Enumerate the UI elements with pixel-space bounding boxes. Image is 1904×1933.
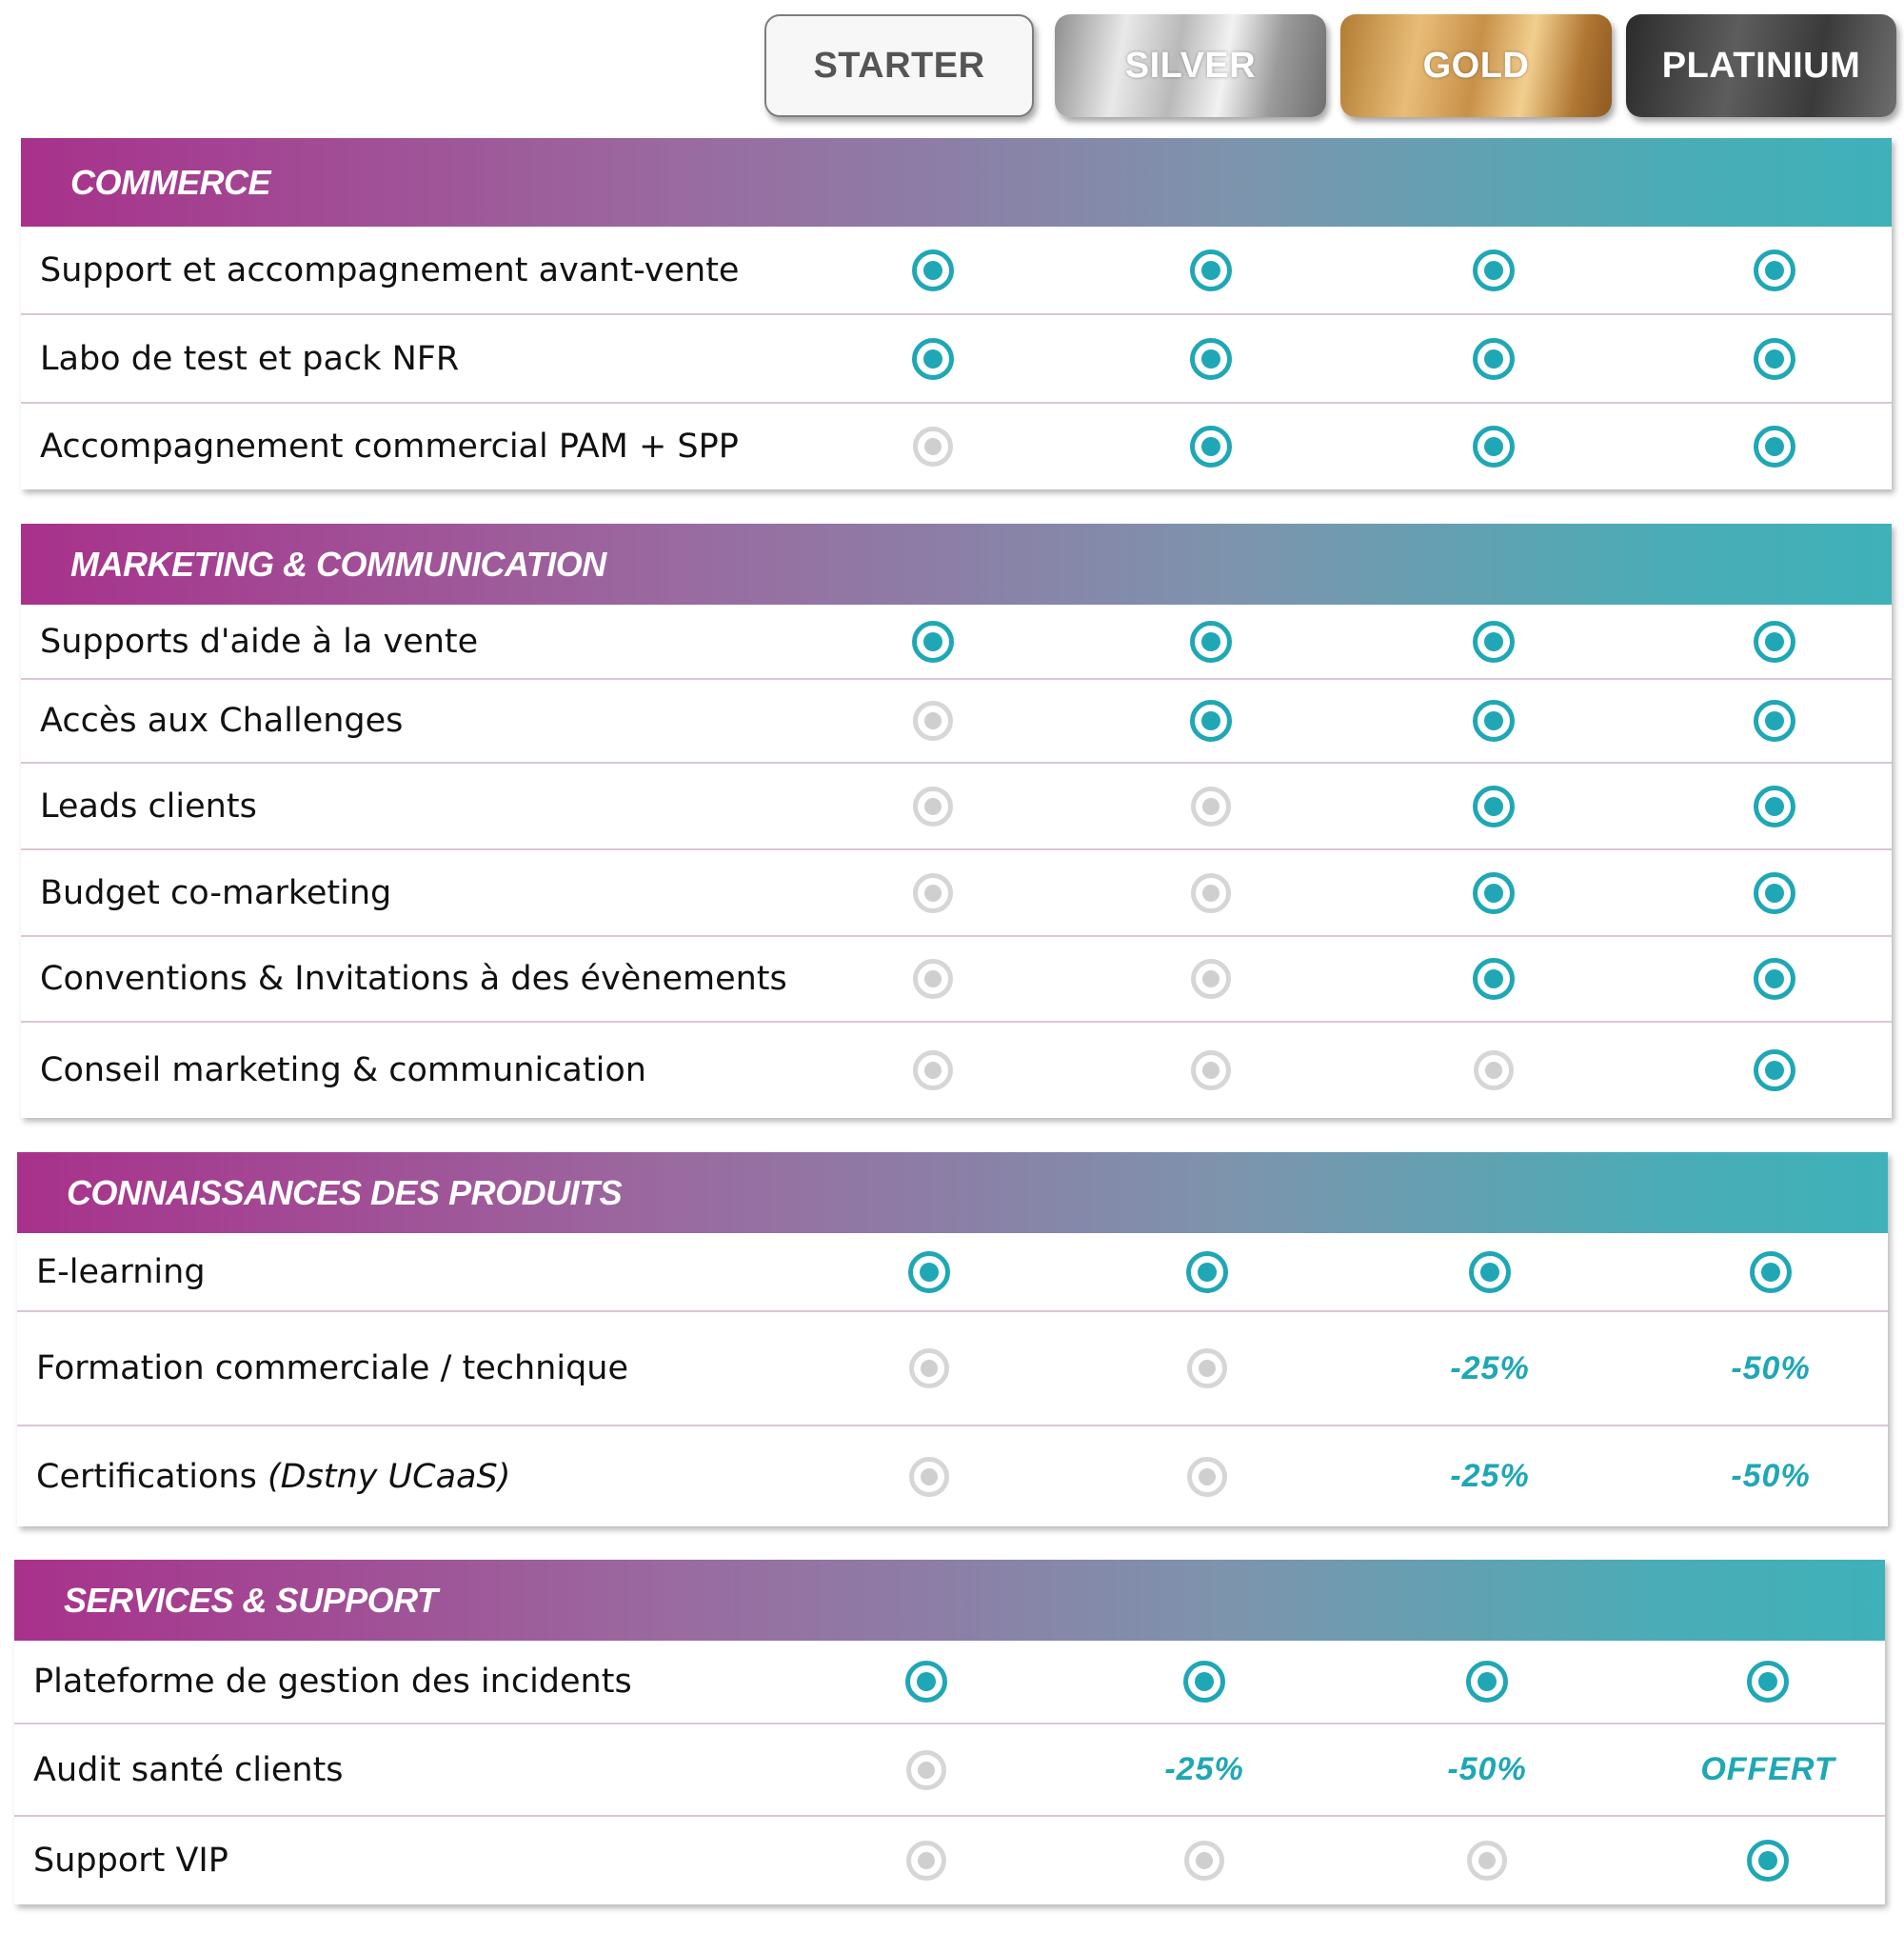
- included-radio-icon: [1190, 621, 1232, 663]
- tier-cell: [838, 1023, 1028, 1118]
- tier-cell: [1116, 315, 1306, 402]
- included-radio-icon: [912, 621, 954, 663]
- section-marketing-communication: [21, 524, 1892, 1118]
- included-radio-icon: [1754, 786, 1795, 827]
- feature-label-text: Support VIP: [33, 1842, 228, 1880]
- tier-silver-badge: SILVER: [1055, 14, 1326, 117]
- included-radio-icon: [912, 249, 954, 291]
- included-radio-icon: [1473, 621, 1515, 663]
- not-included-radio-icon: [913, 1050, 953, 1090]
- not-included-radio-icon: [1184, 1841, 1224, 1881]
- included-radio-icon: [1754, 426, 1795, 468]
- included-radio-icon: [1190, 249, 1232, 291]
- feature-row: [21, 850, 1892, 937]
- included-radio-icon: [1754, 700, 1795, 742]
- feature-row: [14, 1817, 1885, 1904]
- included-radio-icon: [1473, 700, 1515, 742]
- tier-cell: [1676, 1233, 1866, 1310]
- tier-cell: [1109, 1641, 1299, 1723]
- tier-cell: [838, 227, 1028, 313]
- not-included-radio-icon: [1191, 959, 1231, 999]
- feature-row: [21, 764, 1892, 850]
- feature-label: [33, 1842, 228, 1880]
- feature-label-text: Conventions & Invitations à des évènements: [40, 960, 787, 998]
- feature-row: [14, 1641, 1885, 1724]
- tier-cell: [834, 1426, 1024, 1526]
- included-radio-icon: [1473, 249, 1515, 291]
- feature-label-text: Leads clients: [40, 787, 257, 826]
- included-radio-icon: [1473, 338, 1515, 380]
- feature-row: [21, 1023, 1892, 1118]
- feature-label-text: Support et accompagnement avant-vente: [40, 250, 740, 289]
- included-radio-icon: [1754, 872, 1795, 914]
- tier-cell: [1398, 1023, 1589, 1118]
- included-radio-icon: [1754, 249, 1795, 291]
- benefit-value: -25%: [1450, 1349, 1530, 1386]
- feature-row: [17, 1233, 1888, 1312]
- feature-row: [21, 680, 1892, 764]
- included-radio-icon: [908, 1251, 950, 1293]
- included-radio-icon: [1754, 1049, 1795, 1091]
- included-radio-icon: [1190, 338, 1232, 380]
- tier-cell: [1395, 1233, 1585, 1310]
- not-included-radio-icon: [906, 1841, 946, 1881]
- tier-cell: [1679, 850, 1870, 935]
- feature-label-text: Accompagnement commercial PAM + SPP: [40, 428, 739, 466]
- benefit-value: -25%: [1450, 1458, 1530, 1494]
- benefit-value: OFFERT: [1700, 1751, 1835, 1787]
- feature-label: [40, 960, 787, 998]
- included-radio-icon: [1473, 958, 1515, 1000]
- included-radio-icon: [905, 1661, 947, 1703]
- included-radio-icon: [1747, 1661, 1789, 1703]
- feature-label-text: Supports d'aide à la vente: [40, 622, 479, 661]
- tier-header: [0, 14, 1904, 119]
- feature-label: [33, 1751, 344, 1789]
- included-radio-icon: [1750, 1251, 1792, 1293]
- feature-label: [36, 1253, 206, 1291]
- feature-label: [40, 340, 459, 378]
- tier-cell: [1673, 1641, 1863, 1723]
- feature-row: [21, 315, 1892, 404]
- tier-cell: [834, 1312, 1024, 1425]
- tier-cell: [1116, 680, 1306, 762]
- tier-cell: [1398, 850, 1589, 935]
- included-radio-icon: [1190, 426, 1232, 468]
- tier-cell: [831, 1641, 1021, 1723]
- tier-cell: [1673, 1724, 1863, 1815]
- tier-cell: [1398, 937, 1589, 1021]
- included-radio-icon: [1473, 426, 1515, 468]
- tier-cell: [1109, 1817, 1299, 1904]
- included-radio-icon: [1747, 1840, 1789, 1882]
- tier-cell: [1116, 937, 1306, 1021]
- tier-cell: [838, 315, 1028, 402]
- tier-cell: [1395, 1312, 1585, 1425]
- benefit-value: -50%: [1731, 1349, 1811, 1386]
- tier-starter-badge: STARTER: [764, 14, 1034, 117]
- tier-cell: [1392, 1724, 1582, 1815]
- tier-cell: [1116, 404, 1306, 489]
- tier-cell: [1679, 605, 1870, 678]
- section-title-marketing: MARKETING & COMMUNICATION: [21, 524, 1892, 605]
- tier-cell: [838, 937, 1028, 1021]
- tier-cell: [1398, 315, 1589, 402]
- not-included-radio-icon: [1187, 1348, 1227, 1388]
- not-included-radio-icon: [1187, 1457, 1227, 1497]
- tier-cell: [1676, 1426, 1866, 1526]
- tier-cell: [1116, 605, 1306, 678]
- tier-cell: [1679, 404, 1870, 489]
- not-included-radio-icon: [909, 1457, 949, 1497]
- included-radio-icon: [1466, 1661, 1508, 1703]
- tier-cell: [1392, 1817, 1582, 1904]
- not-included-radio-icon: [913, 787, 953, 827]
- feature-label: [40, 251, 739, 289]
- included-radio-icon: [1754, 338, 1795, 380]
- feature-row: [21, 404, 1892, 489]
- tier-cell: [1676, 1312, 1866, 1425]
- feature-label: [33, 1663, 632, 1701]
- tier-cell: [1112, 1312, 1302, 1425]
- tier-cell: [838, 680, 1028, 762]
- section-services-support: [14, 1560, 1885, 1904]
- included-radio-icon: [1190, 700, 1232, 742]
- included-radio-icon: [1754, 621, 1795, 663]
- feature-row: [17, 1426, 1888, 1526]
- not-included-radio-icon: [1191, 787, 1231, 827]
- tier-cell: [838, 404, 1028, 489]
- feature-label: [40, 1051, 646, 1089]
- feature-row: [17, 1312, 1888, 1426]
- tier-gold-badge: GOLD: [1340, 14, 1612, 117]
- tier-cell: [1679, 937, 1870, 1021]
- included-radio-icon: [1183, 1661, 1225, 1703]
- tier-cell: [1398, 404, 1589, 489]
- feature-label-text: Plateforme de gestion des incidents: [33, 1663, 632, 1701]
- feature-row: [21, 937, 1892, 1023]
- section-title-services: SERVICES & SUPPORT: [14, 1560, 1885, 1641]
- feature-row: [21, 227, 1892, 315]
- tier-cell: [834, 1233, 1024, 1310]
- tier-cell: [1398, 764, 1589, 848]
- tier-cell: [838, 850, 1028, 935]
- tier-cell: [1679, 680, 1870, 762]
- included-radio-icon: [1186, 1251, 1228, 1293]
- feature-row: [21, 605, 1892, 680]
- tier-cell: [1398, 605, 1589, 678]
- tier-cell: [1395, 1426, 1585, 1526]
- not-included-radio-icon: [913, 873, 953, 913]
- section-title-commerce: COMMERCE: [21, 138, 1892, 227]
- not-included-radio-icon: [909, 1348, 949, 1388]
- feature-label: [36, 1458, 510, 1496]
- section-commerce: [21, 138, 1892, 489]
- feature-label: [40, 787, 257, 826]
- feature-label: [36, 1349, 628, 1387]
- tier-cell: [1112, 1426, 1302, 1526]
- tier-cell: [1109, 1724, 1299, 1815]
- benefit-value: -50%: [1731, 1458, 1811, 1494]
- feature-label-text: Formation commerciale / technique: [36, 1349, 629, 1387]
- not-included-radio-icon: [913, 427, 953, 467]
- tier-cell: [1679, 1023, 1870, 1118]
- included-radio-icon: [1754, 958, 1795, 1000]
- tier-cell: [838, 764, 1028, 848]
- feature-label-note: (Dstny UCaaS): [267, 1457, 511, 1496]
- feature-label: [40, 702, 403, 740]
- benefit-value: -50%: [1447, 1751, 1527, 1787]
- feature-label-text: Accès aux Challenges: [40, 702, 404, 740]
- tier-cell: [1398, 227, 1589, 313]
- not-included-radio-icon: [1467, 1841, 1507, 1881]
- tier-cell: [1116, 227, 1306, 313]
- tier-cell: [1116, 764, 1306, 848]
- not-included-radio-icon: [1474, 1050, 1514, 1090]
- included-radio-icon: [1469, 1251, 1511, 1293]
- tier-cell: [831, 1724, 1021, 1815]
- feature-label: [40, 623, 478, 661]
- tier-cell: [1112, 1233, 1302, 1310]
- feature-label-text: Budget co-marketing: [40, 873, 392, 912]
- not-included-radio-icon: [906, 1750, 946, 1790]
- included-radio-icon: [1473, 786, 1515, 827]
- not-included-radio-icon: [913, 959, 953, 999]
- tier-cell: [1392, 1641, 1582, 1723]
- feature-label-text: Audit santé clients: [33, 1750, 344, 1789]
- tier-cell: [831, 1817, 1021, 1904]
- feature-label: [40, 428, 739, 466]
- tier-cell: [1116, 850, 1306, 935]
- section-title-connaissances: CONNAISSANCES DES PRODUITS: [17, 1152, 1888, 1233]
- tier-cell: [1679, 227, 1870, 313]
- included-radio-icon: [912, 338, 954, 380]
- benefit-value: -25%: [1164, 1751, 1244, 1787]
- feature-label-text: E-learning: [36, 1252, 206, 1291]
- not-included-radio-icon: [1191, 873, 1231, 913]
- tier-cell: [838, 605, 1028, 678]
- tier-cell: [1398, 680, 1589, 762]
- feature-row: [14, 1724, 1885, 1817]
- feature-label-text: Certifications: [36, 1457, 257, 1496]
- tier-platinium-badge: PLATINIUM: [1626, 14, 1896, 117]
- tier-cell: [1673, 1817, 1863, 1904]
- tier-cell: [1116, 1023, 1306, 1118]
- tier-cell: [1679, 764, 1870, 848]
- tier-cell: [1679, 315, 1870, 402]
- feature-label: [40, 874, 391, 912]
- feature-label-text: Labo de test et pack NFR: [40, 339, 460, 378]
- not-included-radio-icon: [913, 701, 953, 741]
- not-included-radio-icon: [1191, 1050, 1231, 1090]
- section-connaissances-produits: [17, 1152, 1888, 1526]
- included-radio-icon: [1473, 872, 1515, 914]
- feature-label-text: Conseil marketing & communication: [40, 1051, 646, 1089]
